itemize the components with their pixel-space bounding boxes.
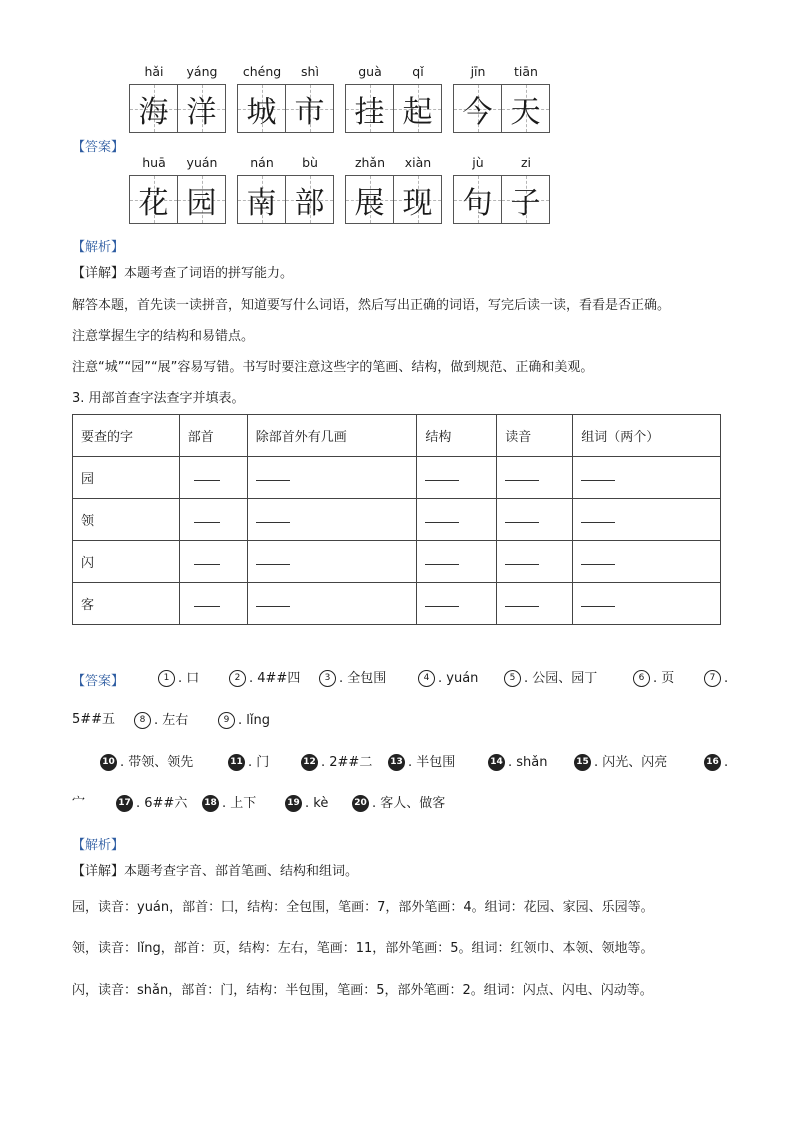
hanzi-character: 今	[462, 94, 493, 130]
answer-text: . yuán	[438, 671, 479, 686]
hanzi-character: 园	[186, 185, 217, 221]
hanzi-character: 起	[402, 94, 433, 130]
answer-text: . 口	[178, 671, 200, 686]
answer-text: . 6##六	[136, 796, 188, 811]
circled-number-icon: 1	[158, 670, 175, 687]
blank-field[interactable]	[425, 562, 459, 565]
blank-field[interactable]	[256, 520, 290, 523]
pinyin-label: bù	[302, 155, 318, 170]
answer-text: . kè	[305, 796, 329, 811]
answer-text: . 公园、园丁	[524, 671, 598, 686]
table-header-row	[73, 415, 721, 457]
header-words: 组词（两个）	[573, 415, 721, 457]
answer-item	[100, 754, 193, 771]
character-cell	[501, 64, 550, 133]
hanzi-character: 天	[510, 94, 541, 130]
character-cell	[237, 64, 286, 133]
question-3-title: 3. 用部首查字法查字并填表。	[72, 391, 245, 406]
blank-field[interactable]	[425, 478, 459, 481]
pinyin-label: nán	[250, 155, 274, 170]
detail-label-1: 【详解】	[72, 266, 125, 281]
circled-number-icon: 11	[228, 754, 245, 771]
table-row	[73, 499, 721, 541]
pinyin-label: qǐ	[412, 64, 424, 79]
pinyin-label: yuán	[186, 155, 218, 170]
word-grid	[345, 155, 442, 224]
answer-text: . 带领、领先	[120, 755, 194, 770]
answer-item	[574, 754, 667, 771]
pinyin-label: jīn	[470, 64, 486, 79]
circled-number-icon: 20	[352, 795, 369, 812]
table-row	[73, 583, 721, 625]
header-radical: 部首	[179, 415, 247, 457]
character-cell	[177, 64, 226, 133]
pinyin-label: zi	[520, 155, 532, 170]
character-cell	[345, 155, 394, 224]
character-cell	[501, 155, 550, 224]
circled-number-icon: 14	[488, 754, 505, 771]
answer-item	[218, 712, 270, 729]
answer-text: . 闪光、闪亮	[594, 755, 668, 770]
answer-item	[633, 670, 674, 687]
circled-number-icon: 13	[388, 754, 405, 771]
pinyin-label: yáng	[186, 64, 218, 79]
blank-field[interactable]	[581, 562, 615, 565]
detail-text-2: 本题考查字音、部首笔画、结构和组词。	[124, 864, 359, 879]
character-cell	[177, 155, 226, 224]
row-char: 闪	[73, 541, 180, 583]
row-char: 领	[73, 499, 180, 541]
answer-text: . 门	[248, 755, 270, 770]
detail-line-1	[72, 266, 293, 282]
hanzi-character: 洋	[186, 94, 217, 130]
answer-text: . shǎn	[508, 755, 548, 770]
answer-item	[229, 670, 300, 687]
explanation-para-2: 注意掌握生字的结构和易错点。	[72, 329, 255, 344]
table-row	[73, 457, 721, 499]
blank-field[interactable]	[505, 478, 539, 481]
word-grid	[453, 64, 550, 133]
answer-item	[202, 795, 256, 812]
circled-number-icon: 12	[301, 754, 318, 771]
answer-item	[418, 670, 478, 687]
answer-text: .	[724, 671, 729, 686]
answer-text: . 4##四	[249, 671, 301, 686]
answer-item	[319, 670, 386, 687]
pinyin-label: tiān	[514, 64, 538, 79]
answer-item	[285, 795, 328, 812]
circled-number-icon: 8	[134, 712, 151, 729]
pinyin-label: guà	[358, 64, 382, 79]
blank-field[interactable]	[194, 478, 220, 481]
character-cell	[453, 64, 502, 133]
circled-number-icon: 6	[633, 670, 650, 687]
circled-number-icon: 3	[319, 670, 336, 687]
hanzi-character: 花	[138, 185, 169, 221]
answer-text: 5##五	[72, 712, 116, 727]
word-grid	[237, 155, 334, 224]
answer-text: . 半包围	[408, 755, 456, 770]
circled-number-icon: 2	[229, 670, 246, 687]
explanation-para-1: 解答本题，首先读一读拼音，知道要写什么词语，然后写出正确的词语，写完后读一读，看看是否正确。	[72, 298, 671, 313]
hanzi-character: 子	[510, 185, 541, 221]
header-pinyin: 读音	[497, 415, 573, 457]
answer-item	[116, 795, 187, 812]
circled-number-icon: 17	[116, 795, 133, 812]
circled-number-icon: 7	[704, 670, 721, 687]
answer-text: 宀	[72, 795, 86, 810]
answer-label-1: 【答案】	[72, 140, 125, 155]
blank-field[interactable]	[256, 562, 290, 565]
circled-number-icon: 19	[285, 795, 302, 812]
circled-number-icon: 15	[574, 754, 591, 771]
answer-item	[352, 795, 445, 812]
answer-text: . 左右	[154, 713, 189, 728]
answer-text: . 2##二	[321, 755, 373, 770]
answer-text: .	[724, 755, 729, 770]
circled-number-icon: 5	[504, 670, 521, 687]
blank-field[interactable]	[194, 520, 220, 523]
answer-text: . 客人、做客	[372, 796, 446, 811]
word-grid	[237, 64, 334, 133]
character-cell	[393, 64, 442, 133]
answer-item	[301, 754, 372, 771]
hanzi-character: 市	[294, 94, 325, 130]
hanzi-character: 展	[354, 185, 385, 221]
blank-field[interactable]	[581, 478, 615, 481]
hanzi-character: 现	[402, 185, 433, 221]
pinyin-label: zhǎn	[354, 155, 386, 170]
pinyin-label: jù	[472, 155, 484, 170]
pinyin-label: xiàn	[404, 155, 432, 170]
answer-text: . 上下	[222, 796, 257, 811]
circled-number-icon: 18	[202, 795, 219, 812]
answer-item	[704, 670, 728, 687]
answer-text: . 页	[653, 671, 675, 686]
answer-item	[388, 754, 455, 771]
pinyin-label: huā	[142, 155, 166, 170]
answer-item	[72, 795, 85, 811]
answer-text: . 全包围	[339, 671, 387, 686]
blank-field[interactable]	[256, 478, 290, 481]
row-char: 园	[73, 457, 180, 499]
character-cell	[345, 64, 394, 133]
circled-number-icon: 10	[100, 754, 117, 771]
answer-item	[158, 670, 199, 687]
hanzi-character: 挂	[354, 94, 385, 130]
lookup-table	[72, 414, 721, 625]
detail-label-2: 【详解】	[72, 864, 125, 879]
character-cell	[237, 155, 286, 224]
header-char: 要查的字	[73, 415, 180, 457]
blank-field[interactable]	[194, 604, 220, 607]
header-structure: 结构	[417, 415, 497, 457]
blank-field[interactable]	[581, 604, 615, 607]
character-cell	[285, 64, 334, 133]
hanzi-character: 南	[246, 185, 277, 221]
blank-field[interactable]	[505, 604, 539, 607]
word-grid	[453, 155, 550, 224]
word-grid	[129, 155, 226, 224]
answer-item	[228, 754, 269, 771]
circled-number-icon: 16	[704, 754, 721, 771]
answer-label-2: 【答案】	[72, 674, 125, 689]
blank-field[interactable]	[505, 562, 539, 565]
table-row	[73, 541, 721, 583]
answer-text: . lǐng	[238, 713, 270, 728]
analysis-label-2: 【解析】	[72, 838, 125, 853]
header-strokes: 除部首外有几画	[247, 415, 417, 457]
blank-field[interactable]	[256, 604, 290, 607]
answer-item	[504, 670, 597, 687]
detail-line-2	[72, 864, 358, 880]
hanzi-character: 句	[462, 185, 493, 221]
blank-field[interactable]	[194, 562, 220, 565]
analysis-label-1: 【解析】	[72, 240, 125, 255]
answer-item	[704, 754, 728, 771]
character-cell	[285, 155, 334, 224]
word-grid	[345, 64, 442, 133]
hanzi-character: 城	[246, 94, 277, 130]
hanzi-character: 部	[294, 185, 325, 221]
explanation-line-yuan: 园，读音：yuán，部首：囗，结构：全包围，笔画：7，部外笔画：4。组词：花园、家园、乐园等。	[72, 900, 654, 915]
character-cell	[453, 155, 502, 224]
character-cell	[129, 155, 178, 224]
answer-item	[134, 712, 188, 729]
circled-number-icon: 9	[218, 712, 235, 729]
hanzi-character: 海	[138, 94, 169, 130]
answer-item	[488, 754, 547, 771]
blank-field[interactable]	[505, 520, 539, 523]
circled-number-icon: 4	[418, 670, 435, 687]
explanation-line-ling: 领，读音：lǐng，部首：页，结构：左右，笔画：11，部外笔画：5。组词：红领巾、本领、领地等。	[72, 941, 654, 956]
pinyin-label: shì	[301, 64, 319, 79]
detail-text-1: 本题考查了词语的拼写能力。	[124, 266, 294, 281]
character-cell	[393, 155, 442, 224]
word-grid	[129, 64, 226, 133]
explanation-line-shan: 闪，读音：shǎn，部首：门，结构：半包围，笔画：5，部外笔画：2。组词：闪点、闪电、闪动等。	[72, 983, 653, 998]
row-char: 客	[73, 583, 180, 625]
explanation-para-3: 注意“城”“园”“展”容易写错。书写时要注意这些字的笔画、结构，做到规范、正确和美观。	[72, 360, 594, 375]
pinyin-label: hǎi	[144, 64, 164, 79]
answer-item	[72, 712, 115, 728]
blank-field[interactable]	[425, 604, 459, 607]
blank-field[interactable]	[581, 520, 615, 523]
pinyin-label: chéng	[242, 64, 282, 79]
character-cell	[129, 64, 178, 133]
blank-field[interactable]	[425, 520, 459, 523]
